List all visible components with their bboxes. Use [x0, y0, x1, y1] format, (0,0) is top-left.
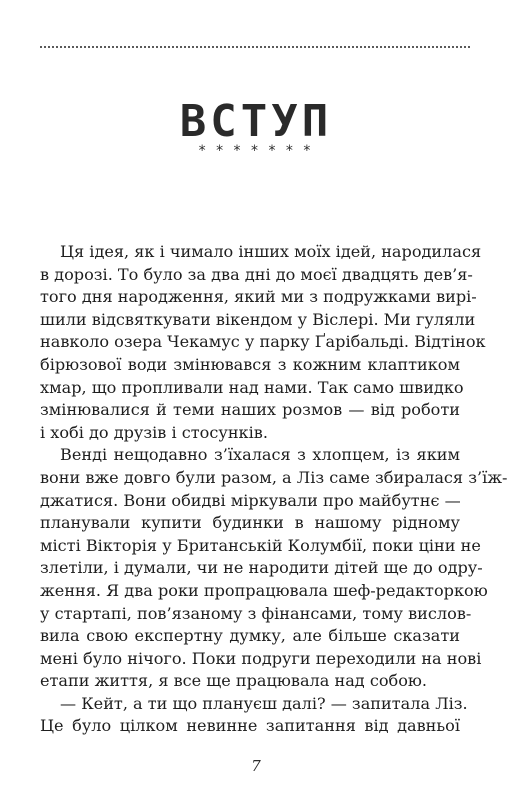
- text-line: джатися. Вони обидві міркували про майбутнє —: [40, 490, 461, 510]
- page-number: 7: [251, 757, 261, 775]
- text-line: вони вже довго були разом, а Ліз саме збиралася з’їж-: [40, 467, 508, 487]
- chapter-title: ВСТУП: [179, 96, 333, 147]
- text-line: того дня народження, який ми з подружками вирі-: [40, 287, 477, 307]
- dotted-header-rule: [40, 46, 470, 48]
- text-line: змінювалися й теми наших розмов — від роботи: [40, 400, 460, 420]
- text-line: планували купити будинки в нашому рідному: [40, 513, 460, 533]
- text-line: Ця ідея, як і чимало інших моїх ідей, народилася: [60, 242, 482, 261]
- text-line: навколо озера Чекамус у парку Ґарібальді. Відтінок: [40, 332, 486, 352]
- text-line: шили відсвяткувати вікендом у Віслері. Ми гуляли: [40, 309, 476, 329]
- text-line: бірюзової води змінювався з кожним клаптиком: [40, 354, 460, 374]
- text-line: злетіли, і думали, чи не народити дітей ще до одру-: [40, 558, 483, 578]
- text-line: у стартапі, пов’язаному з фінансами, тому вислов-: [40, 603, 472, 623]
- text-line: етапи життя, я все ще працювала над собою.: [40, 671, 428, 691]
- text-line: ження. Я два роки пропрацювала шеф-редакторкою: [40, 580, 488, 600]
- text-line: в дорозі. То було за два дні до моєї двадцять дев’я-: [40, 264, 473, 284]
- text-line: — Кейт, а ти що плануєш далі? — запитала Ліз.: [60, 693, 468, 713]
- text-line: Це було цілком невинне запитання від давньої: [40, 716, 460, 736]
- body-text: [40, 241, 508, 738]
- title-ornament: * * * * * * *: [198, 143, 314, 159]
- text-line: хмар, що пропливали над нами. Так само швидко: [40, 377, 464, 397]
- text-line: мені було нічого. Поки подруги переходили на нові: [40, 648, 482, 668]
- text-line: і хобі до друзів і стосунків.: [40, 422, 268, 442]
- text-line: вила свою експертну думку, але більше сказати: [40, 626, 460, 646]
- text-line: Венді нещодавно з’їхалася з хлопцем, із яким: [60, 445, 460, 465]
- text-line: місті Вікторія у Британській Колумбії, поки ціни не: [40, 535, 481, 555]
